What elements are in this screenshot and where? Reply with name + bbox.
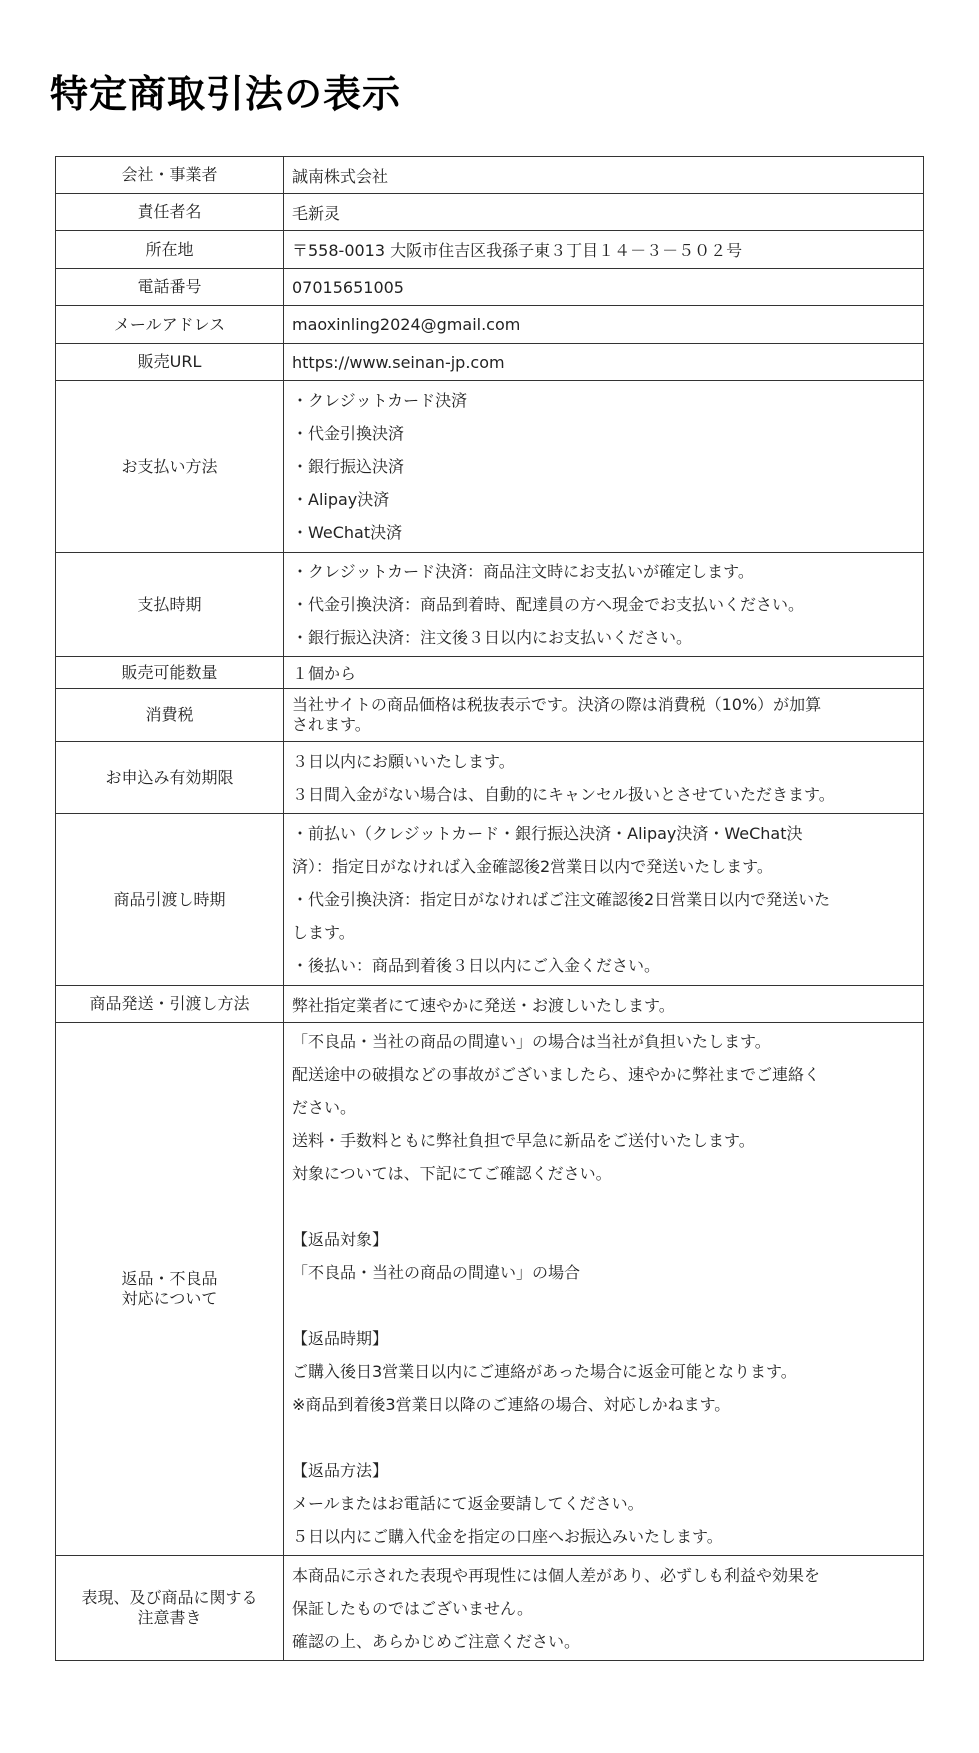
text-line: 送料・手数料ともに弊社負担で早急に新品をご送付いたします。 (292, 1131, 755, 1150)
text-line: します。 (292, 923, 355, 942)
payment-timing-value (284, 553, 924, 657)
commerce-law-table (55, 156, 924, 1661)
table-row-responsible (56, 194, 924, 231)
page-title: 特定商取引法の表示 (50, 72, 402, 116)
text-line: ３日以内にお願いいたします。 (292, 751, 515, 771)
text-line: ・後払い：商品到着後３日以内にご入金ください。 (292, 956, 661, 975)
section-heading: 【返品方法】 (292, 1461, 389, 1480)
row-label: メールアドレス (56, 306, 284, 344)
row-label: お申込み有効期限 (56, 742, 284, 814)
table-row-validity (56, 742, 924, 814)
table-row-url (56, 344, 924, 381)
row-label (56, 1023, 284, 1556)
row-label: 会社・事業者 (56, 157, 284, 194)
list-item: ・WeChat決済 (292, 523, 403, 542)
blank-line (292, 1421, 917, 1454)
address-value: 〒558-0013 大阪市住吉区我孫子東３丁目１４－３－５０２号 (284, 231, 924, 269)
text-line: 配送途中の破損などの事故がございましたら、速やかに弊社までご連絡く (292, 1065, 821, 1084)
row-label: 所在地 (56, 231, 284, 269)
text-line: 当社サイトの商品価格は税抜表示です。決済の際は消費税（10%）が加算 (292, 695, 822, 714)
section-heading: 【返品対象】 (292, 1230, 389, 1249)
table-row-quantity (56, 657, 924, 689)
text-line: ※商品到着後3営業日以降のご連絡の場合、対応しかねます。 (292, 1395, 731, 1414)
text-line: ３日間入金がない場合は、自動的にキャンセル扱いとさせていただきます。 (292, 784, 835, 804)
row-label: 商品発送・引渡し方法 (56, 986, 284, 1023)
row-label-line: 対応について (121, 1289, 218, 1308)
table-row-returns (56, 1023, 924, 1556)
table-row-payment-methods (56, 381, 924, 553)
row-label-line: 注意書き (137, 1608, 202, 1627)
table-row-email (56, 306, 924, 344)
row-label: お支払い方法 (56, 381, 284, 553)
row-label: 販売URL (56, 344, 284, 381)
delivery-timing-value (284, 814, 924, 986)
row-label: 販売可能数量 (56, 657, 284, 689)
list-item: ・銀行振込決済：注文後３日以内にお支払いください。 (292, 628, 693, 647)
blank-line (292, 1190, 917, 1223)
email-value: maoxinling2024@gmail.com (284, 306, 924, 344)
sales-url-value: https://www.seinan-jp.com (284, 344, 924, 381)
row-label: 商品引渡し時期 (56, 814, 284, 986)
text-line: ５日以内にご購入代金を指定の口座へお振込みいたします。 (292, 1527, 723, 1546)
quantity-value: １個から (284, 657, 924, 689)
list-item: ・Alipay決済 (292, 490, 390, 509)
text-line: 済）：指定日がなければ入金確認後2営業日以内で発送いたします。 (292, 857, 773, 876)
row-label-line: 表現、及び商品に関する (81, 1588, 258, 1607)
delivery-method-value: 弊社指定業者にて速やかに発送・お渡しいたします。 (284, 986, 924, 1023)
text-line: ご購入後日3営業日以内にご連絡があった場合に返金可能となります。 (292, 1362, 797, 1381)
tax-value (284, 689, 924, 742)
row-label: 責任者名 (56, 194, 284, 231)
list-item: ・代金引換決済 (292, 424, 405, 443)
table-row-tax (56, 689, 924, 742)
text-line: されます。 (292, 715, 371, 734)
text-line: 確認の上、あらかじめご注意ください。 (292, 1631, 581, 1651)
table-row-phone (56, 269, 924, 306)
disclaimer-value (284, 1556, 924, 1661)
table-row-payment-timing (56, 553, 924, 657)
text-line: 対象については、下記にてご確認ください。 (292, 1164, 612, 1183)
validity-value (284, 742, 924, 814)
list-item: ・代金引換決済：商品到着時、配達員の方へ現金でお支払いください。 (292, 595, 805, 614)
row-label: 消費税 (56, 689, 284, 742)
table-row-delivery-method (56, 986, 924, 1023)
row-label (56, 1556, 284, 1661)
row-label: 電話番号 (56, 269, 284, 306)
text-line: ・代金引換決済：指定日がなければご注文確認後2日営業日以内で発送いた (292, 890, 831, 909)
company-name-value: 誠南株式会社 (284, 157, 924, 194)
payment-methods-value (284, 381, 924, 553)
text-line: 「不良品・当社の商品の間違い」の場合 (292, 1263, 581, 1282)
blank-line (292, 1289, 917, 1322)
text-line: 「不良品・当社の商品の間違い」の場合は当社が負担いたします。 (292, 1032, 771, 1051)
table-row-disclaimer (56, 1556, 924, 1661)
row-label-line: 返品・不良品 (121, 1269, 218, 1288)
responsible-person-value: 毛新灵 (284, 194, 924, 231)
text-line: メールまたはお電話にて返金要請してください。 (292, 1494, 644, 1513)
list-item: ・クレジットカード決済：商品注文時にお支払いが確定します。 (292, 562, 754, 581)
returns-value (284, 1023, 924, 1556)
list-item: ・銀行振込決済 (292, 457, 405, 476)
text-line: 保証したものではございません。 (292, 1598, 533, 1618)
table-row-address (56, 231, 924, 269)
table-row-delivery-timing (56, 814, 924, 986)
phone-value: 07015651005 (284, 269, 924, 306)
text-line: ださい。 (292, 1098, 357, 1117)
table-row-company (56, 157, 924, 194)
text-line: ・前払い（クレジットカード・銀行振込決済・Alipay決済・WeChat決 (292, 824, 803, 843)
list-item: ・クレジットカード決済 (292, 391, 468, 410)
section-heading: 【返品時期】 (292, 1329, 389, 1348)
row-label: 支払時期 (56, 553, 284, 657)
text-line: 本商品に示された表現や再現性には個人差があり、必ずしも利益や効果を (292, 1565, 821, 1585)
